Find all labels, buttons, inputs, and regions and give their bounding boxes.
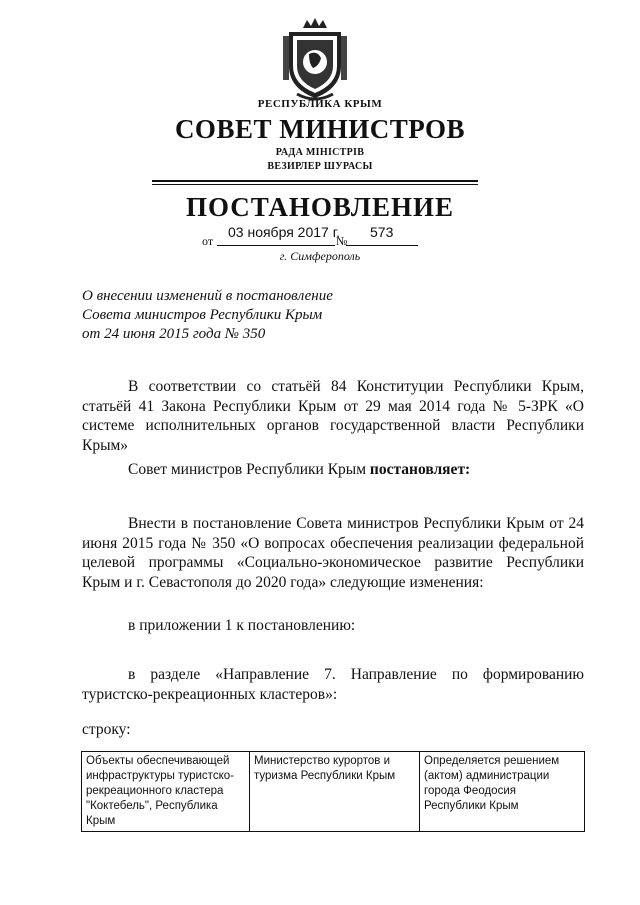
basis-text: В соответствии со статьёй 84 Конституции Республики Крым, статьёй 41 Закона Республики Крым от 29 мая 2014 года № 5-ЗРК «О системе исполнительных органов государственной власти Республики Крым»	[82, 378, 584, 454]
decree-subject	[82, 287, 333, 344]
resolves-paragraph	[128, 461, 470, 479]
decree-title: ПОСТАНОВЛЕНИЕ	[185, 192, 455, 222]
table-row	[82, 752, 585, 832]
basis-paragraph	[82, 377, 584, 455]
table-cell-ministry: Министерство курортов и туризма Республики Крым	[250, 752, 420, 832]
subject-line: О внесении изменений в постановление	[82, 288, 333, 304]
decree-number: 573	[370, 224, 394, 240]
amend-paragraph	[82, 514, 584, 592]
republic-name: РЕСПУБЛИКА КРЫМ	[257, 98, 383, 110]
header-rule-thin	[152, 184, 478, 185]
subject-line: от 24 июня 2015 года № 350	[82, 326, 266, 342]
council-title: СОВЕТ МИНИСТРОВ	[174, 114, 466, 144]
resolves-keyword: постановляет:	[369, 461, 471, 478]
subject-line: Совета министров Республики Крым	[82, 307, 323, 323]
decree-date: 03 ноября 2017 г.	[228, 224, 340, 240]
annex-paragraph: в приложении 1 к постановлению:	[128, 617, 356, 634]
row-label: строку:	[82, 721, 131, 738]
number-sign: №	[336, 234, 348, 248]
from-label: от	[202, 234, 214, 248]
header-rule-thick	[152, 180, 478, 182]
resolves-text: Совет министров Республики Крым	[128, 461, 370, 478]
amend-text: Внести в постановление Совета министров Республики Крым от 24 июня 2015 года № 350 «О вопросах обеспечения реализации федеральной целевой программы «Социально-экономическое развитие Республики Крым и г. Севастополя до 2020 года» следующие изменения:	[82, 515, 584, 591]
number-underline	[346, 245, 418, 246]
amended-row-table	[81, 751, 585, 832]
date-underline	[217, 245, 335, 246]
table-cell-object: Объекты обеспечивающей инфраструктуры туристско-рекреационного кластера "Коктебель", Республика Крым	[82, 752, 250, 832]
section-paragraph	[82, 665, 584, 704]
table-cell-determination: Определяется решением (актом) администрации города Феодосия Республики Крым	[420, 752, 585, 832]
section-text: в разделе «Направление 7. Направление по формированию туристско-рекреационных кластеров»:	[82, 666, 584, 703]
decree-city: г. Симферополь	[279, 249, 361, 263]
council-title-crimean-tatar: ВЕЗИРЛЕР ШУРАСЫ	[267, 161, 373, 172]
council-title-ukrainian: РАДА МІНІСТРІВ	[275, 147, 365, 158]
coat-of-arms-icon	[279, 14, 351, 102]
